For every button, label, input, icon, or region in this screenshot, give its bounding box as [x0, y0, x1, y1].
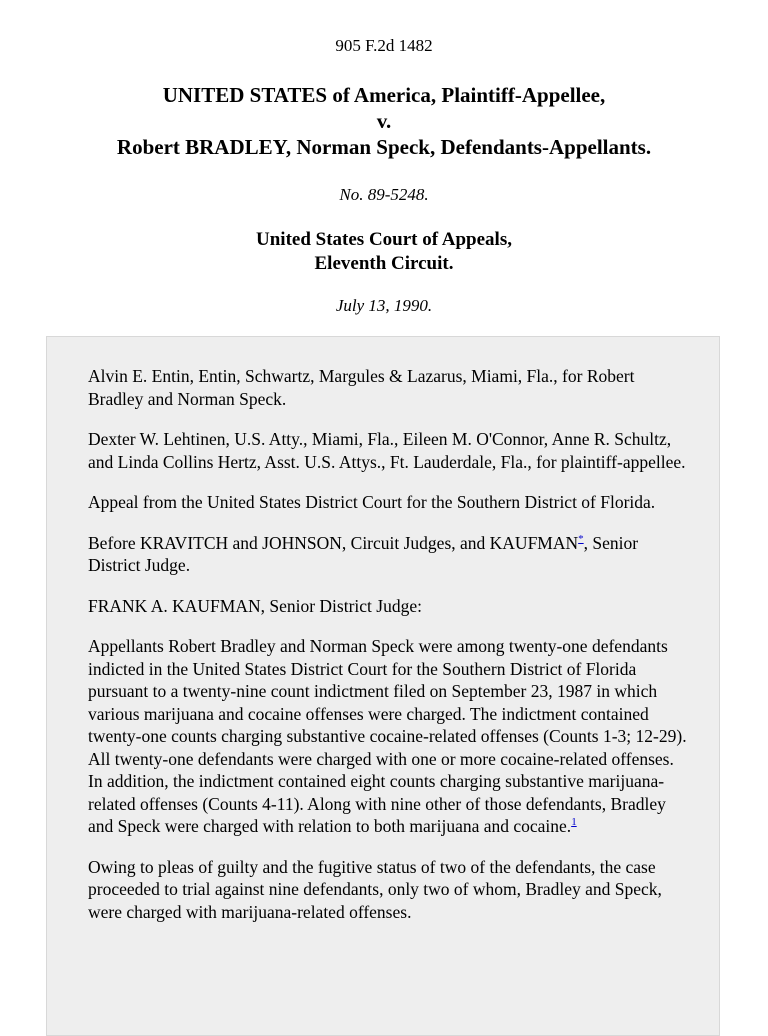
opinion-panel [46, 336, 720, 1036]
decision-date: July 13, 1990. [335, 296, 433, 315]
panel-text: Before KRAVITCH and JOHNSON, Circuit Judges, and KAUFMAN [88, 532, 579, 553]
panel-line [88, 532, 688, 577]
opinion-author: FRANK A. KAUFMAN, Senior District Judge: [88, 595, 422, 616]
appeal-from: Appeal from the United States District Court for the Southern District of Florida. [88, 492, 656, 512]
opinion-paragraph-2: Owing to pleas of guilty and the fugitive status of two of the defendants, the case proceeded to trial against nine defendants, only two of whom, Bradley and Speck, were charged with marijuana-related offenses. [88, 856, 662, 922]
opinion-content [88, 365, 688, 941]
footnote-link-1[interactable]: 1 [571, 816, 577, 829]
caption-plaintiff: UNITED STATES of America, Plaintiff-Appellee, [162, 83, 606, 107]
docket-number: No. 89-5248. [339, 185, 429, 204]
counsel-appellee: Dexter W. Lehtinen, U.S. Atty., Miami, Fla., Eileen M. O'Connor, Anne R. Schultz, and Linda Collins Hertz, Asst. U.S. Attys., Ft. Lauderdale, Fla., for plaintiff-appellee. [88, 429, 686, 472]
opinion-paragraph-1-text: Appellants Robert Bradley and Norman Speck were among twenty-one defendants indicted in the United States District Court for the Southern District of Florida pursuant to a twenty-nine count indictment filed on September 23, 1987 in which various marijuana and cocaine offenses were charged. The indictment contained twenty-one counts charging substantive cocaine-related offenses (Counts 1-3; 12-29). All twenty-one defendants were charged with one or more cocaine-related offenses. In addition, the indictment contained eight counts charging substantive marijuana-related offenses (Counts 4-11). Along with nine other of those defendants, Bradley and Speck were charged with relation to both marijuana and cocaine. [88, 636, 687, 836]
caption-versus: v. [376, 109, 392, 133]
counsel-appellants: Alvin E. Entin, Entin, Schwartz, Margules & Lazarus, Miami, Fla., for Robert Bradley and Norman Speck. [88, 366, 635, 409]
case-citation: 905 F.2d 1482 [335, 36, 433, 55]
panel-text-after: , Senior District Judge. [88, 532, 639, 575]
court-name-line2: Eleventh Circuit. [314, 253, 454, 274]
caption-defendants: Robert BRADLEY, Norman Speck, Defendants-Appellants. [116, 135, 652, 159]
court-name-line1: United States Court of Appeals, [256, 229, 512, 250]
opinion-paragraph-1 [88, 635, 688, 838]
court-name [0, 228, 768, 276]
footnote-link-star[interactable]: * [578, 532, 584, 545]
case-caption [0, 82, 768, 160]
